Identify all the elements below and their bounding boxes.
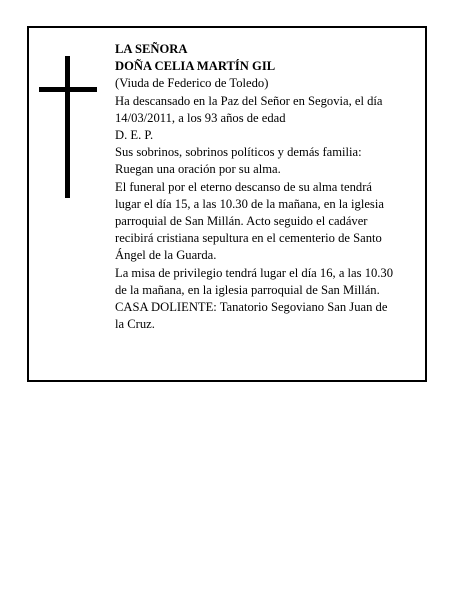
mass-line: de la mañana, en la iglesia parroquial de San Millán. [115, 282, 380, 297]
mass-paragraph [115, 265, 423, 299]
mourning-house-paragraph [115, 299, 423, 333]
family-line-2: Ruegan una oración por su alma. [115, 162, 281, 177]
death-line-2: 14/03/2011, a los 93 años de edad [115, 110, 286, 125]
mourning-house-line: la Cruz. [115, 317, 155, 332]
funeral-line: parroquial de San Millán. Acto seguido el cadáver [115, 214, 368, 229]
obituary-text [115, 41, 423, 333]
rip-line: D. E. P. [115, 128, 154, 143]
cross-horizontal-bar [39, 87, 97, 92]
cross-vertical-bar [65, 56, 70, 198]
funeral-line: El funeral por el eterno descanso de su alma tendrá [115, 179, 373, 194]
cross-icon [39, 56, 97, 198]
mourning-house-line: CASA DOLIENTE: Tanatorio Segoviano San Juan de [115, 300, 388, 315]
death-line-1: Ha descansado en la Paz del Señor en Segovia, el día [115, 93, 383, 108]
mass-line: La misa de privilegio tendrá lugar el día 16, a las 10.30 [115, 265, 394, 280]
funeral-line: Ángel de la Guarda. [115, 248, 217, 263]
obituary-notice [27, 26, 427, 382]
widow-of-line: (Viuda de Federico de Toledo) [115, 76, 269, 91]
deceased-name: DOÑA CELIA MARTÍN GIL [115, 59, 276, 74]
funeral-line: recibirá cristiana sepultura en el cementerio de Santo [115, 231, 382, 246]
family-line-1: Sus sobrinos, sobrinos políticos y demás familia: [115, 145, 362, 160]
funeral-paragraph [115, 179, 423, 265]
funeral-line: lugar el día 15, a las 10.30 de la mañana, en la iglesia [115, 196, 384, 211]
notice-title: LA SEÑORA [115, 42, 188, 56]
